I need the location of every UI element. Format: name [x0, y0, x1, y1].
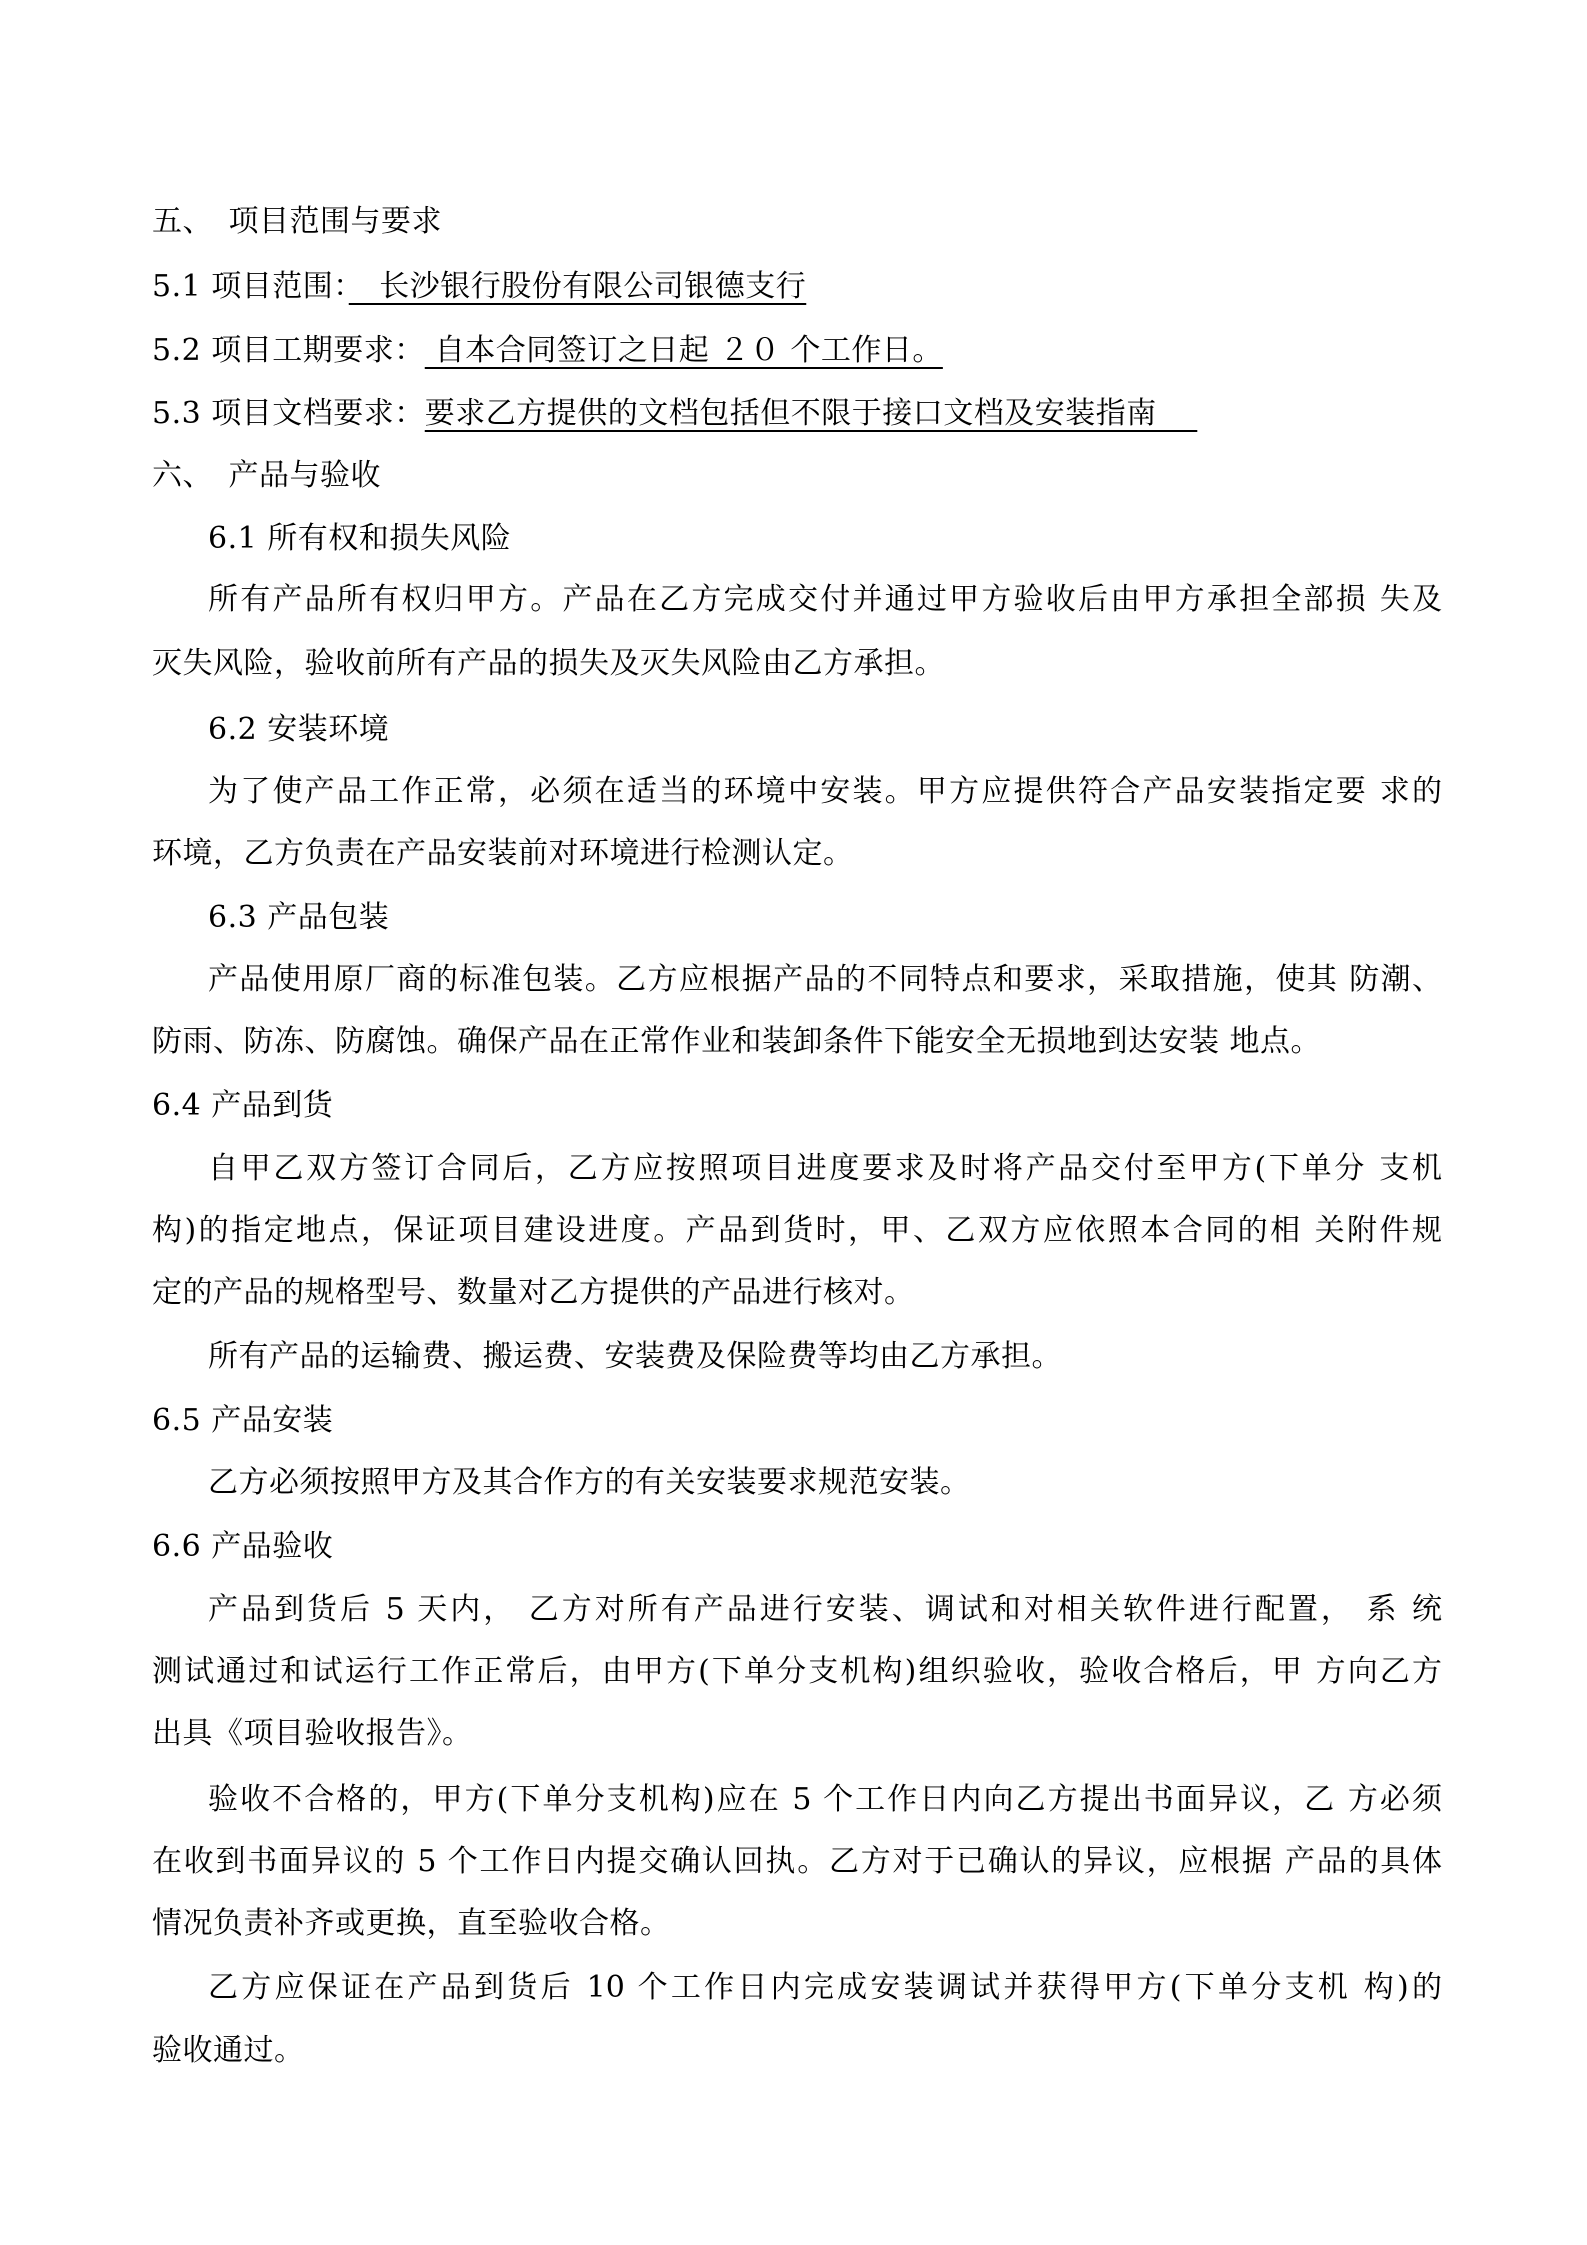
item-5-2-label: 5.2 项目工期要求： [152, 333, 425, 368]
paragraph-line: 产品使用原厂商的标准包装。乙方应根据产品的不同特点和要求，采取措施，使其 防潮、 [208, 962, 1442, 997]
item-5-1-value: 长沙银行股份有限公司银德支行 [348, 269, 807, 304]
paragraph-line: 测试通过和试运行工作正常后，由甲方(下单分支机构)组织验收，验收合格后，甲 方向乙方 [152, 1654, 1442, 1689]
subsection-6-3-title: 6.3 产品包装 [208, 900, 390, 935]
subsection-6-5-title: 6.5 产品安装 [152, 1403, 334, 1438]
paragraph-line: 构)的指定地点，保证项目建设进度。产品到货时，甲、乙双方应依照本合同的相 关附件规 [152, 1213, 1442, 1248]
paragraph-line: 情况负责补齐或更换，直至验收合格。 [152, 1906, 671, 1941]
paragraph-line: 验收通过。 [152, 2033, 305, 2068]
paragraph-line: 定的产品的规格型号、数量对乙方提供的产品进行核对。 [152, 1275, 915, 1310]
item-5-1-label: 5.1 项目范围： [152, 269, 349, 304]
item-5-2 [152, 331, 943, 371]
subsection-6-6-title: 6.6 产品验收 [152, 1529, 334, 1564]
paragraph-line: 乙方应保证在产品到货后 10 个工作日内完成安装调试并获得甲方(下单分支机 构)的 [208, 1970, 1442, 2005]
paragraph-line: 所有产品所有权归甲方。产品在乙方完成交付并通过甲方验收后由甲方承担全部损 失及 [208, 582, 1442, 617]
paragraph-line: 验收不合格的，甲方(下单分支机构)应在 5 个工作日内向乙方提出书面异议，乙 方必须 [208, 1782, 1442, 1817]
item-5-1 [152, 267, 806, 307]
paragraph-line: 环境，乙方负责在产品安装前对环境进行检测认定。 [152, 836, 854, 871]
item-5-3-value: 要求乙方提供的文档包括但不限于接口文档及安装指南 [424, 396, 1198, 431]
paragraph-line: 所有产品的运输费、搬运费、安装费及保险费等均由乙方承担。 [208, 1339, 1062, 1374]
paragraph-line: 在收到书面异议的 5 个工作日内提交确认回执。乙方对于已确认的异议，应根据 产品的具体 [152, 1844, 1442, 1879]
subsection-6-1-title: 6.1 所有权和损失风险 [208, 521, 512, 556]
paragraph-line: 乙方必须按照甲方及其合作方的有关安装要求规范安装。 [208, 1465, 971, 1500]
subsection-6-4-title: 6.4 产品到货 [152, 1088, 334, 1123]
item-5-3-label: 5.3 项目文档要求： [152, 396, 425, 431]
item-5-2-value: 自本合同签订之日起 ２０ 个工作日。 [424, 333, 943, 368]
paragraph-line: 产品到货后 5 天内， 乙方对所有产品进行安装、调试和对相关软件进行配置， 系 统 [208, 1592, 1442, 1627]
section-5-heading: 五、 项目范围与要求 [152, 204, 442, 239]
paragraph-line: 防雨、防冻、防腐蚀。确保产品在正常作业和装卸条件下能安全无损地到达安装 地点。 [152, 1024, 1322, 1059]
paragraph-line: 出具《项目验收报告》。 [152, 1716, 473, 1751]
subsection-6-2-title: 6.2 安装环境 [208, 712, 390, 747]
paragraph-line: 自甲乙双方签订合同后，乙方应按照项目进度要求及时将产品交付至甲方(下单分 支机 [208, 1151, 1442, 1186]
paragraph-line: 为了使产品工作正常，必须在适当的环境中安装。甲方应提供符合产品安装指定要 求的 [208, 774, 1442, 809]
paragraph-line: 灭失风险，验收前所有产品的损失及灭失风险由乙方承担。 [152, 646, 945, 681]
item-5-3 [152, 394, 1197, 434]
section-6-heading: 六、 产品与验收 [152, 458, 381, 493]
